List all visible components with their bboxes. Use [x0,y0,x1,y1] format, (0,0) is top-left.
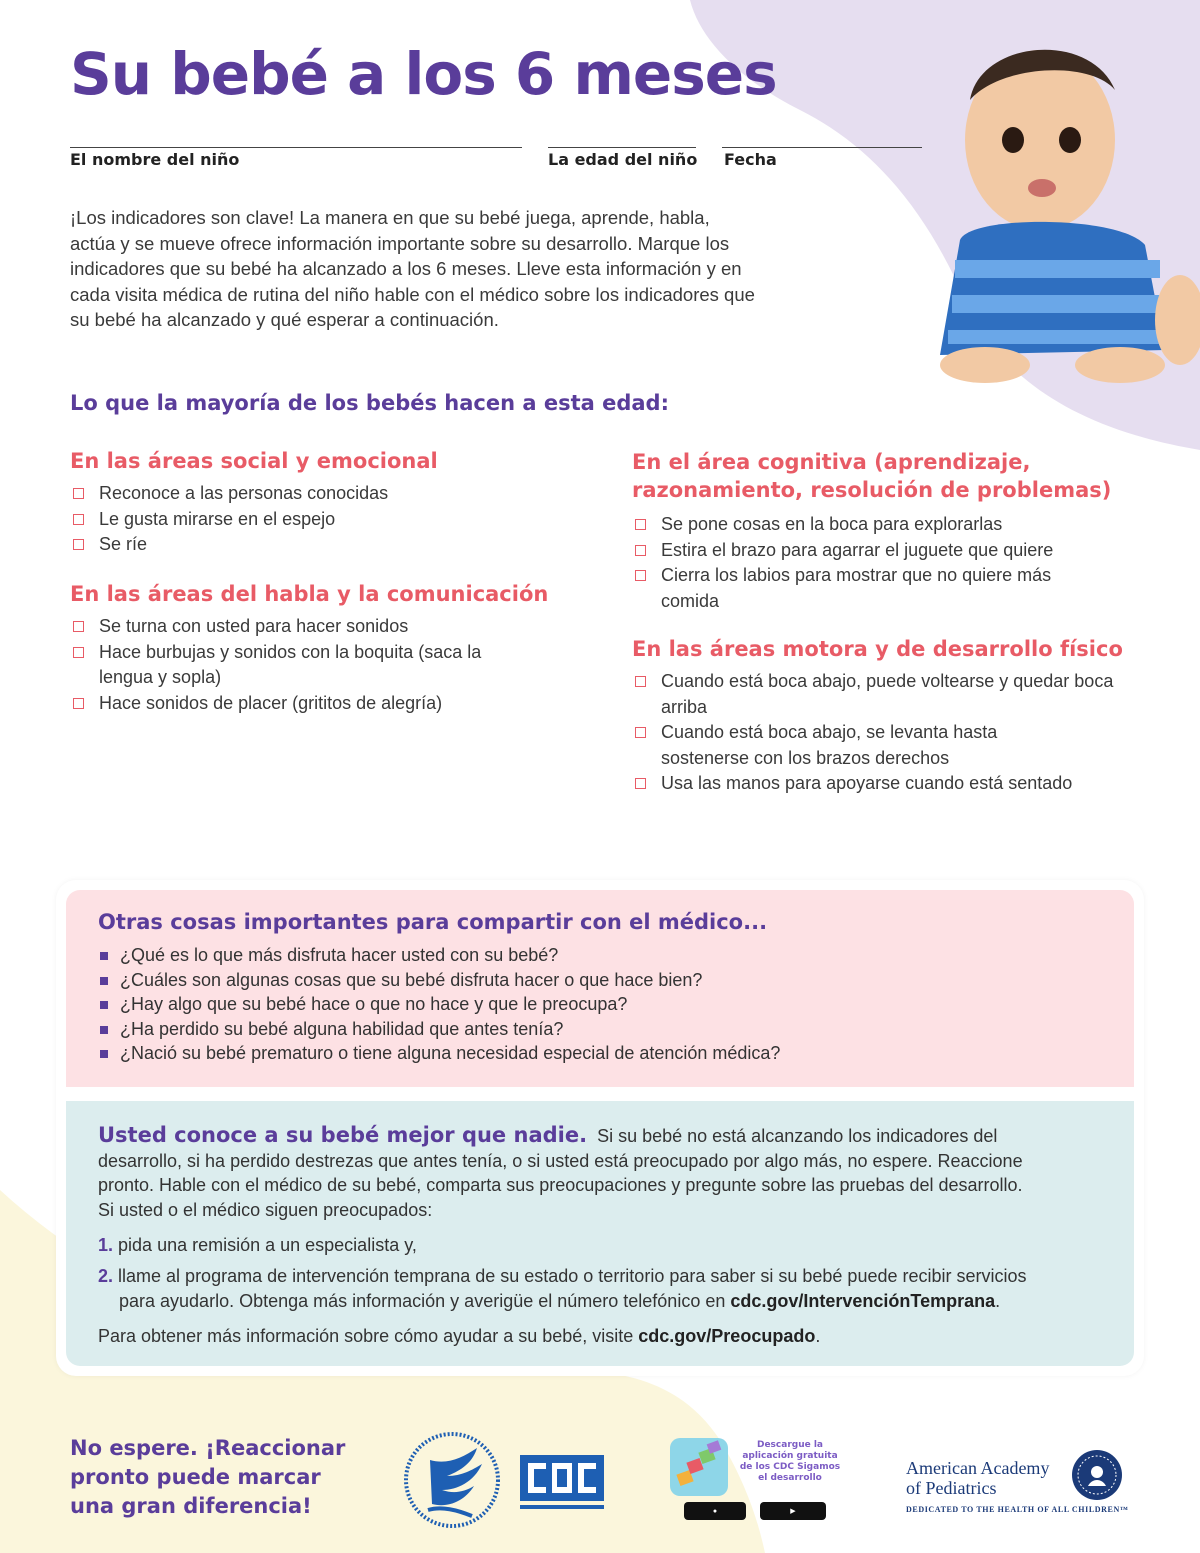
language-list [70,614,540,716]
step-1 [98,1233,417,1258]
checkbox-icon[interactable] [635,519,646,530]
checkbox-icon[interactable] [73,514,84,525]
milestone-text: Reconoce a las personas conocidas [99,483,389,503]
milestone-item[interactable] [70,614,540,640]
tagline-line: No espere. ¡Reaccionar [70,1436,346,1460]
other-list [98,943,780,1066]
other-things-box [66,890,1134,1087]
cognitive-section [632,448,1112,614]
checkbox-icon[interactable] [635,545,646,556]
milestone-text: Usa las manos para apoyarse cuando está sentado [661,773,1073,794]
step-number: 2. [98,1266,114,1286]
milestone-item[interactable] [632,538,1112,564]
know-text: Si su bebé no está alcanzando los indicadores del [597,1126,998,1146]
motor-list [632,669,1122,797]
play-icon: ▶ [790,1508,796,1515]
step-line [98,1233,417,1258]
cognitive-heading-line: En el área cognitiva (aprendizaje, [632,450,1031,474]
date-line[interactable] [722,147,922,148]
social-heading: En las áreas social y emocional [70,449,438,473]
checkbox-icon[interactable] [635,676,646,687]
milestone-item[interactable] [70,640,540,691]
milestone-item[interactable] [70,507,590,533]
milestone-text: Cuando está boca abajo, se levanta hasta sostenerse con los brazos derechos [661,722,998,768]
cognitive-heading [632,448,1112,504]
more-text: Para obtener más información sobre cómo ayudar a su bebé, visite [98,1326,639,1346]
step-number: 1. [98,1235,114,1255]
milestone-text: Cierra los labios para mostrar que no quiere más comida [661,565,1052,611]
child-name-label: El nombre del niño [70,150,240,169]
other-heading: Otras cosas importantes para compartir con el médico... [98,910,768,934]
aap-dedication: DEDICATED TO THE HEALTH OF ALL CHILDREN™ [906,1505,1129,1514]
milestone-item[interactable] [632,771,1122,797]
apple-icon: ● [712,1507,718,1515]
checkbox-icon[interactable] [73,539,84,550]
checkbox-icon[interactable] [635,727,646,738]
list-item: ¿Ha perdido su bebé alguna habilidad que antes tenía? [98,1017,780,1042]
bullet-square-icon [100,977,108,985]
cognitive-list [632,512,1112,614]
app-text-line: Descargue la [756,1440,824,1450]
know-line [98,1123,1023,1149]
step-text: . [995,1290,1001,1311]
step-line [98,1289,1027,1314]
know-line: pronto. Hable con el médico de su bebé, comparta sus preocupaciones y pregunte sobre las pruebas del desarrollo. [98,1175,1023,1196]
checkbox-icon[interactable] [73,621,84,632]
app-icon[interactable] [670,1438,728,1496]
motor-section [632,635,1123,797]
milestone-item[interactable] [632,669,1121,720]
social-section [70,447,590,558]
step-text: para ayudarlo. Obtenga más información y averigüe el número telefónico en [119,1290,731,1311]
milestones-heading: Lo que la mayoría de los bebés hacen a esta edad: [70,391,669,415]
aap-seal-icon [1070,1448,1124,1502]
milestone-text: Estira el brazo para agarrar el juguete que quiere [661,539,1054,560]
list-item: ¿Nació su bebé prematuro o tiene alguna necesidad especial de atención médica? [98,1041,780,1066]
milestone-text: Se ríe [99,534,148,555]
cognitive-heading-line: razonamiento, resolución de problemas) [632,478,1112,502]
checkbox-icon[interactable] [73,488,84,499]
step-text: llame al programa de intervención temprana de su estado o territorio para saber si su bebé puede recibir servicios [118,1266,1027,1286]
checkbox-icon[interactable] [73,698,84,709]
step-line [98,1264,1027,1289]
more-info [98,1324,820,1349]
milestone-item[interactable] [632,720,1061,771]
milestone-item[interactable] [70,691,540,717]
tagline-line: una gran diferencia! [70,1494,312,1518]
intro-line: cada visita médica de rutina del niño hable con el médico sobre los indicadores que [70,283,755,305]
app-store-button[interactable] [684,1502,746,1520]
know-line: desarrollo, si ha perdido destrezas que antes tenía, o si usted está preocupado por algo más, no espere. Reaccione [98,1150,1023,1171]
intro-line: actúa y se mueve ofrece información importante sobre su desarrollo. Marque los [70,232,730,254]
baby-photo [930,20,1200,390]
step-2 [98,1264,1027,1313]
step-text: pida una remisión a un especialista y, [118,1235,417,1255]
milestone-text: Hace burbujas y sonidos con la boquita (saca la lengua y sopla) [99,641,482,688]
app-text-line: el desarrollo [758,1473,822,1483]
app-text-line: aplicación gratuita [742,1451,838,1461]
bullet-square-icon [100,1050,108,1058]
date-label: Fecha [724,150,777,169]
intro-line: indicadores que su bebé ha alcanzado a los 6 meses. Lleve esta información y en [70,258,742,280]
preocupado-link[interactable]: cdc.gov/Preocupado [638,1326,816,1346]
bullet-square-icon [100,1001,108,1009]
intro-line: ¡Los indicadores son clave! La manera en que su bebé juega, aprende, habla, [70,207,710,228]
more-text: . [815,1326,821,1346]
milestone-text: Se turna con usted para hacer sonidos [99,616,409,636]
early-intervention-link[interactable]: cdc.gov/IntervenciónTemprana [730,1290,996,1311]
aap-name-line: of Pediatrics [906,1478,997,1498]
intro-line: su bebé ha alcanzado y qué esperar a continuación. [70,309,499,331]
checkbox-icon[interactable] [73,647,84,658]
language-section [70,580,549,716]
milestone-item[interactable] [70,481,590,507]
intro-paragraph [70,205,870,333]
motor-heading: En las áreas motora y de desarrollo físico [632,637,1123,661]
know-your-baby-box [66,1101,1134,1366]
know-heading: Usted conoce a su bebé mejor que nadie. [98,1123,588,1147]
checkbox-icon[interactable] [635,570,646,581]
cdc-logo-icon [520,1455,604,1513]
know-line: Si usted o el médico siguen preocupados: [98,1199,433,1220]
child-age-label: La edad del niño [548,150,698,169]
app-download-text [732,1440,848,1484]
bullet-square-icon [100,952,108,960]
footer-tagline [70,1434,345,1521]
list-item: ¿Cuáles son algunas cosas que su bebé disfruta hacer o que hace bien? [98,968,780,993]
hhs-eagle-icon [402,1430,502,1530]
list-item: ¿Qué es lo que más disfruta hacer usted con su bebé? [98,943,780,968]
list-item: ¿Hay algo que su bebé hace o que no hace y que le preocupa? [98,992,780,1017]
app-text-line: de los CDC Sigamos [739,1462,841,1472]
google-play-button[interactable] [760,1502,826,1520]
milestone-item[interactable] [632,512,1112,538]
milestone-text: Le gusta mirarse en el espejo [99,508,336,529]
milestone-text: Cuando está boca abajo, puede voltearse y quedar boca arriba [661,671,1114,717]
milestone-item[interactable] [632,563,1091,614]
milestone-text: Se pone cosas en la boca para explorarlas [661,514,1003,534]
checkbox-icon[interactable] [635,778,646,789]
milestone-text: Hace sonidos de placer (grititos de alegría) [99,692,443,713]
language-heading: En las áreas del habla y la comunicación [70,582,549,606]
more-line [98,1324,820,1349]
aap-name [906,1458,1049,1498]
aap-name-line: American Academy [906,1458,1050,1478]
social-list [70,481,590,558]
milestone-item[interactable] [70,532,590,558]
child-name-line[interactable] [70,147,522,148]
tagline-line: pronto puede marcar [70,1465,321,1489]
bullet-square-icon [100,1026,108,1034]
child-age-line[interactable] [548,147,696,148]
know-paragraph [98,1123,1023,1222]
page-title: Su bebé a los 6 meses [70,40,777,108]
